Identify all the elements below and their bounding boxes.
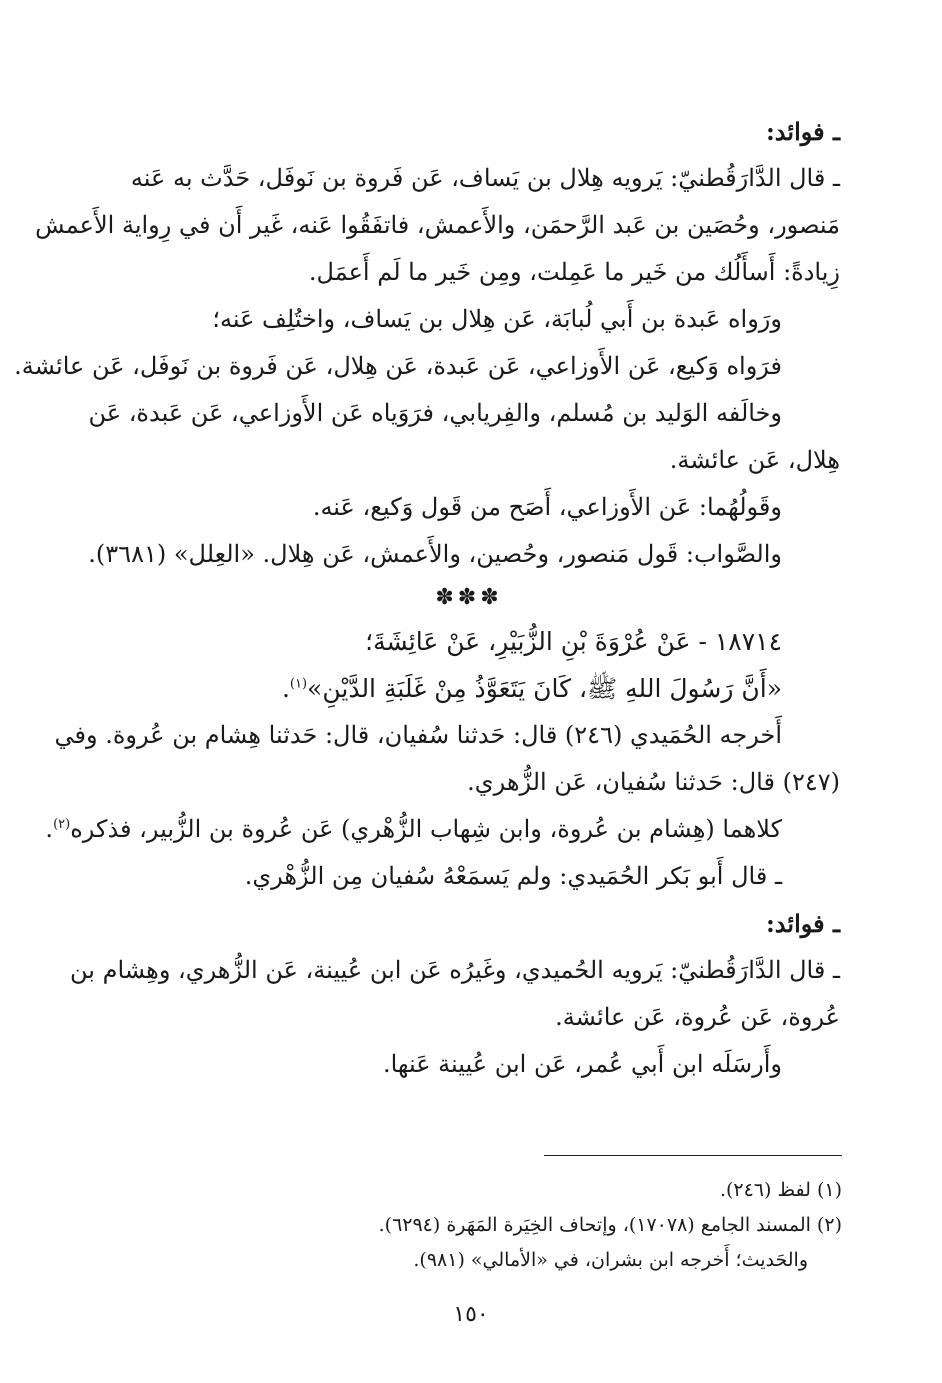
hadith-isnad: عَنْ عُرْوَةَ بْنِ الزُّبَيْرِ، عَنْ عَائِشَةَ؛ bbox=[365, 627, 691, 656]
hadith-header bbox=[98, 618, 840, 665]
benefits-heading: ـ فوائد: bbox=[765, 909, 840, 938]
footnotes bbox=[142, 1173, 842, 1278]
paragraph-line: زِيادةً: أَسأَلُك من خَير ما عَمِلت، ومِن خَير ما لَم أَعمَل. bbox=[308, 258, 840, 286]
paragraph-line: ـ قال الدَّارَقُطنيّ: يَرويه الحُميدي، وغَيرُه عَن ابن عُيينة، عَن الزُّهري، وهِشام بن bbox=[70, 956, 840, 984]
paragraph-line: ـ قال الدَّارَقُطنيّ: يَرويه هِلال بن يَساف، عَن فَروة بن نَوفَل، حَدَّث به عَنه bbox=[130, 164, 840, 192]
paragraph-line: ـ قال أَبو بَكر الحُمَيدي: ولم يَسمَعْهُ سُفيان مِن الزُّهْري. bbox=[244, 862, 782, 890]
footnote-ref: (١) bbox=[289, 676, 308, 692]
paragraph-line: وأَرسَلَه ابن أَبي عُمر، عَن ابن عُيينة عَنها. bbox=[382, 1050, 782, 1078]
footnote-divider bbox=[544, 1155, 842, 1156]
paragraph-line: كلاهما (هِشام بن عُروة، وابن شِهاب الزُّهْري) عَن عُروة بن الزُّبير، فذكره$^{(٢)}$. bbox=[45, 815, 782, 843]
paragraph-text: كلاهما (هِشام بن عُروة، وابن شِهاب الزُّهْري) عَن عُروة بن الزُّبير، فذكره bbox=[70, 815, 782, 843]
benefits-heading: ـ فوائد: bbox=[765, 117, 840, 146]
paragraph-line: (٢٤٧) قال: حَدثنا سُفيان، عَن الزُّهري. bbox=[467, 768, 840, 796]
paragraph-line: مَنصور، وحُصَين بن عَبد الرَّحمَن، والأَعمش، فاتفَقُوا عَنه، غَير أَن في رِواية الأَعمش bbox=[35, 211, 840, 239]
footnote-3: والحَديث؛ أَخرجه ابن بشران، في «الأمالي» (٩٨١). bbox=[413, 1249, 808, 1271]
paragraph-line: عُروة، عَن عُروة، عَن عائشة. bbox=[555, 1003, 840, 1031]
hadith-matn: «أَنَّ رَسُولَ اللهِ ﷺ، كَانَ يَتَعَوَّذُ مِنْ غَلَبَةِ الدَّيْنِ» bbox=[307, 674, 782, 703]
footnote-ref: (٢) bbox=[53, 817, 71, 832]
paragraph-line: فرَواه وَكيع، عَن الأَوزاعي، عَن عَبدة، عَن هِلال، عَن فَروة بن نَوفَل، عَن عائشة. bbox=[14, 352, 782, 380]
paragraph-line: ورَواه عَبدة بن أَبي لُبابَة، عَن هِلال بن يَساف، واختُلِف عَنه؛ bbox=[212, 305, 782, 333]
paragraph-line: وقَولُهُما: عَن الأَوزاعي، أَصَح من قَول وَكيع، عَنه. bbox=[312, 493, 782, 521]
paragraph-line: وخالَفه الوَليد بن مُسلم، والفِريابي، فرَوَياه عَن الأَوزاعي، عَن عَبدة، عَن bbox=[88, 399, 782, 427]
paragraph-line: والصَّواب: قَول مَنصور، وحُصين، والأَعمش، عَن هِلال. «العِلل» (٣٦٨١). bbox=[88, 540, 782, 568]
section-separator: ✽✽✽ bbox=[435, 585, 503, 610]
footnote-1: (١) لفظ (٢٤٦). bbox=[719, 1179, 842, 1201]
paragraph-line: أَخرجه الحُمَيدي (٢٤٦) قال: حَدثنا سُفيان، قال: حَدثنا هِشام بن عُروة. وفي bbox=[54, 721, 782, 749]
hadith-matn-line: «أَنَّ رَسُولَ اللهِ ﷺ، كَانَ يَتَعَوَّذُ مِنْ غَلَبَةِ الدَّيْنِ»$^{(١)}$. bbox=[281, 674, 782, 703]
footnote-2: (٢) المسند الجامع (١٧٠٧٨)، وإتحاف الخِيَرة المَهَرة (٦٢٩٤). bbox=[378, 1214, 842, 1236]
page-body bbox=[14, 108, 840, 1088]
page-number: ١٥٠ bbox=[453, 1302, 489, 1327]
hadith-number: ١٨٧١٤ - bbox=[698, 627, 782, 656]
paragraph-line: هِلال، عَن عائشة. bbox=[669, 446, 840, 474]
